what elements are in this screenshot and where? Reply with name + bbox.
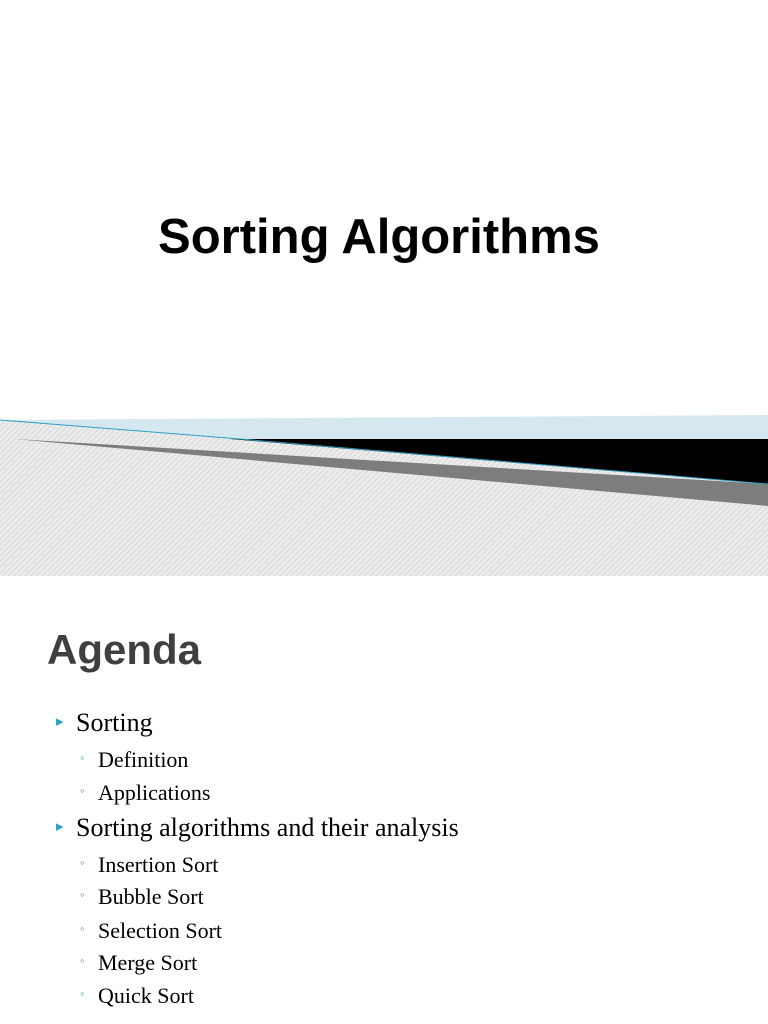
title-slide-decoration — [0, 380, 768, 576]
list-item-label: Sorting algorithms and their analysis — [76, 813, 459, 842]
sub-list-item — [80, 881, 204, 911]
list-item — [56, 707, 153, 738]
agenda-list — [0, 576, 768, 1024]
hollow-circle-icon: ◦ — [80, 986, 85, 1001]
sub-list-item — [80, 947, 197, 977]
sub-list-item — [80, 777, 210, 807]
agenda-slide — [0, 576, 768, 1024]
sub-list-item-label: Insertion Sort — [98, 852, 219, 877]
hollow-circle-icon: ◦ — [80, 783, 85, 798]
agenda-heading: Agenda — [47, 626, 202, 673]
sub-list-item — [80, 744, 188, 774]
sub-list-item — [80, 849, 218, 879]
triangle-right-icon: ▸ — [56, 714, 64, 730]
sub-list-item — [80, 980, 194, 1010]
hollow-circle-icon: ◦ — [80, 921, 85, 936]
sub-list-item-label: Quick Sort — [98, 983, 194, 1008]
sub-list-item — [80, 915, 222, 945]
triangle-right-icon: ▸ — [56, 819, 64, 835]
slide-title: Sorting Algorithms — [158, 210, 600, 264]
sub-list-item-label: Selection Sort — [98, 918, 223, 943]
sub-list-item-label: Merge Sort — [98, 950, 198, 975]
hollow-circle-icon: ◦ — [80, 953, 85, 968]
list-item-label: Sorting — [76, 708, 153, 737]
list-item — [56, 812, 459, 843]
sub-list-item-label: Applications — [98, 780, 211, 805]
sub-list-item-label: Definition — [98, 747, 189, 772]
sub-list-item-label: Bubble Sort — [98, 884, 204, 909]
hollow-circle-icon: ◦ — [80, 855, 85, 870]
hollow-circle-icon: ◦ — [80, 750, 85, 765]
hollow-circle-icon: ◦ — [80, 887, 85, 902]
